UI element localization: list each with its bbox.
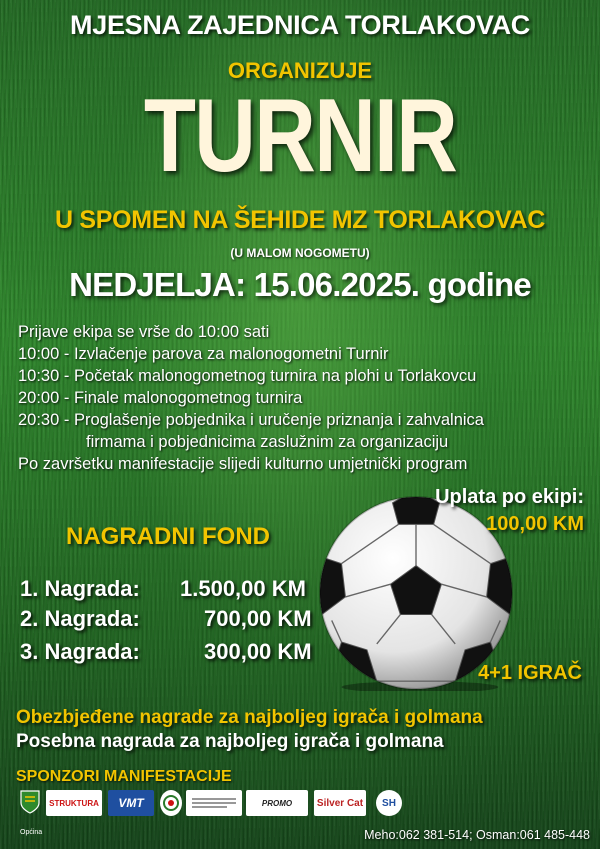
sponsor-logo-promo: PROMO: [246, 790, 308, 816]
schedule-line: 10:30 - Početak malonogometnog turnira na plohi u Torlakovcu: [18, 367, 477, 385]
prize-amount: 1.500,00 KM: [180, 576, 306, 601]
sponsor-logo-round: [160, 790, 182, 816]
municipality-crest-icon: [20, 790, 40, 814]
team-size: 4+1 IGRAČ: [478, 662, 582, 684]
prize-label: 2. Nagrada:: [20, 606, 140, 631]
sponsor-logo-text: [186, 790, 242, 816]
prize-label: 1. Nagrada:: [20, 576, 140, 601]
prize-amount: 700,00 KM: [204, 606, 312, 631]
fee-amount: 100,00 KM: [486, 513, 584, 535]
prize-row: [20, 606, 312, 632]
schedule-line: firmama i pobjednicima zaslužnim za organizaciju: [86, 433, 449, 451]
awards-line-2: Posebna nagrada za najboljeg igrača i golmana: [16, 731, 444, 752]
schedule-list: [18, 321, 588, 475]
prize-row: [20, 576, 306, 602]
round-emblem-icon: [162, 794, 180, 812]
municipality-label: Općina: [20, 829, 43, 836]
organizes-label: ORGANIZUJE: [227, 58, 373, 83]
fee-label: Uplata po ekipi:: [435, 486, 584, 508]
schedule-line: Po završetku manifestacije slijedi kulturno umjetnički program: [18, 455, 468, 473]
tournament-headline: TURNIR: [143, 78, 457, 194]
prize-row: [20, 639, 312, 665]
schedule-line: 20:30 - Proglašenje pobjednika i uručenje priznanja i zahvalnica: [18, 411, 484, 429]
futsal-note: (U MALOM NOGOMETU): [230, 246, 370, 260]
prize-label: 3. Nagrada:: [20, 639, 140, 664]
organizer-title: MJESNA ZAJEDNICA TORLAKOVAC: [70, 10, 530, 40]
prize-fund-title: NAGRADNI FOND: [66, 523, 270, 550]
contact-phones: Meho:062 381-514; Osman:061 485-448: [364, 828, 590, 842]
schedule-line: Prijave ekipa se vrše do 10:00 sati: [18, 323, 270, 341]
sponsor-logo-vmt: VMT: [108, 790, 154, 816]
event-date: NEDJELJA: 15.06.2025. godine: [69, 266, 531, 303]
text-block-icon: [189, 794, 239, 812]
sponsor-logo-sh: SH: [376, 790, 402, 816]
sponsors-title: SPONZORI MANIFESTACIJE: [16, 768, 232, 785]
schedule-line: 20:00 - Finale malonogometnog turnira: [18, 389, 303, 407]
sponsor-logo-silver-cat: Silver Cat: [314, 790, 366, 816]
prize-amount: 300,00 KM: [204, 639, 312, 664]
schedule-line: 10:00 - Izvlačenje parova za malonogometni Turnir: [18, 345, 389, 363]
awards-line-1: Obezbjeđene nagrade za najboljeg igrača i golmana: [16, 707, 483, 728]
sponsor-logo-struktura: STRUKTURA: [46, 790, 102, 816]
memorial-subtitle: U SPOMEN NA ŠEHIDE MZ TORLAKOVAC: [55, 206, 545, 234]
